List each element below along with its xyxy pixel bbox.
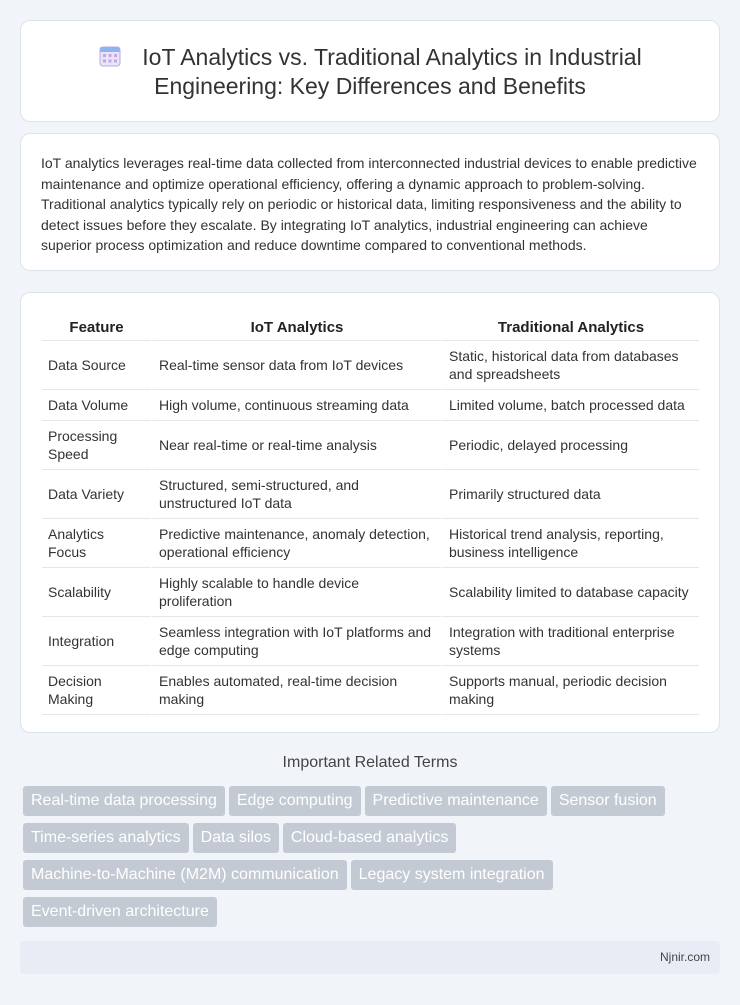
table-row bbox=[42, 568, 699, 617]
related-terms-list bbox=[23, 786, 723, 934]
table-row bbox=[42, 519, 699, 568]
row-feature: Data Variety bbox=[42, 470, 151, 519]
footer-bar bbox=[20, 941, 720, 974]
row-iot-value: Near real-time or real-time analysis bbox=[151, 421, 441, 470]
title-line-2: Engineering: Key Differences and Benefits bbox=[154, 73, 586, 99]
related-term-tag[interactable]: Event-driven architecture bbox=[23, 897, 217, 927]
related-term-tag[interactable]: Time-series analytics bbox=[23, 823, 189, 853]
row-traditional-value: Supports manual, periodic decision making bbox=[441, 666, 699, 715]
row-iot-value: Predictive maintenance, anomaly detection, operational efficiency bbox=[151, 519, 441, 568]
comparison-card bbox=[20, 292, 720, 733]
related-term-tag[interactable]: Machine-to-Machine (M2M) communication bbox=[23, 860, 347, 890]
table-row bbox=[42, 390, 699, 421]
related-term-tag[interactable]: Real-time data processing bbox=[23, 786, 225, 816]
table-row bbox=[42, 421, 699, 470]
title-card bbox=[20, 20, 720, 122]
table-row bbox=[42, 470, 699, 519]
row-traditional-value: Primarily structured data bbox=[441, 470, 699, 519]
row-feature: Analytics Focus bbox=[42, 519, 151, 568]
related-term-tag[interactable]: Data silos bbox=[193, 823, 279, 853]
row-traditional-value: Static, historical data from databases and spreadsheets bbox=[441, 341, 699, 390]
calendar-icon bbox=[98, 44, 122, 68]
row-traditional-value: Periodic, delayed processing bbox=[441, 421, 699, 470]
row-feature: Data Volume bbox=[42, 390, 151, 421]
footer-site-link[interactable]: Njnir.com bbox=[659, 950, 710, 964]
header-iot-analytics: IoT Analytics bbox=[151, 313, 441, 341]
table-row bbox=[42, 617, 699, 666]
row-traditional-value: Scalability limited to database capacity bbox=[441, 568, 699, 617]
row-traditional-value: Integration with traditional enterprise systems bbox=[441, 617, 699, 666]
comparison-table bbox=[42, 313, 699, 715]
intro-paragraph: IoT analytics leverages real-time data collected from interconnected industrial devices to enable predictive maintenance and optimize operational efficiency, offering a dynamic approach to problem-solving. Traditional analytics typically rely on periodic or historical data, limiting responsiveness and the ability to detect issues before they escalate. By integrating IoT analytics, industrial engineering can achieve superior process optimization and reduce downtime compared to conventional methods. bbox=[41, 155, 697, 253]
row-traditional-value: Historical trend analysis, reporting, business intelligence bbox=[441, 519, 699, 568]
related-term-tag[interactable]: Cloud-based analytics bbox=[283, 823, 456, 853]
related-terms-heading: Important Related Terms bbox=[282, 754, 458, 771]
title-line-1: IoT Analytics vs. Traditional Analytics in Industrial bbox=[142, 44, 642, 70]
row-iot-value: Enables automated, real-time decision making bbox=[151, 666, 441, 715]
row-feature: Scalability bbox=[42, 568, 151, 617]
row-iot-value: High volume, continuous streaming data bbox=[151, 390, 441, 421]
row-feature: Processing Speed bbox=[42, 421, 151, 470]
intro-card bbox=[20, 133, 720, 271]
row-feature: Data Source bbox=[42, 341, 151, 390]
row-traditional-value: Limited volume, batch processed data bbox=[441, 390, 699, 421]
row-feature: Integration bbox=[42, 617, 151, 666]
related-term-tag[interactable]: Sensor fusion bbox=[551, 786, 665, 816]
table-header-row bbox=[42, 313, 699, 341]
related-term-tag[interactable]: Legacy system integration bbox=[351, 860, 553, 890]
table-row bbox=[42, 341, 699, 390]
row-feature: Decision Making bbox=[42, 666, 151, 715]
header-feature: Feature bbox=[42, 313, 151, 341]
related-term-tag[interactable]: Predictive maintenance bbox=[365, 786, 547, 816]
row-iot-value: Highly scalable to handle device proliferation bbox=[151, 568, 441, 617]
row-iot-value: Structured, semi-structured, and unstructured IoT data bbox=[151, 470, 441, 519]
header-traditional-analytics: Traditional Analytics bbox=[441, 313, 699, 341]
related-term-tag[interactable]: Edge computing bbox=[229, 786, 361, 816]
page-title bbox=[21, 43, 719, 101]
table-row bbox=[42, 666, 699, 715]
row-iot-value: Seamless integration with IoT platforms and edge computing bbox=[151, 617, 441, 666]
row-iot-value: Real-time sensor data from IoT devices bbox=[151, 341, 441, 390]
